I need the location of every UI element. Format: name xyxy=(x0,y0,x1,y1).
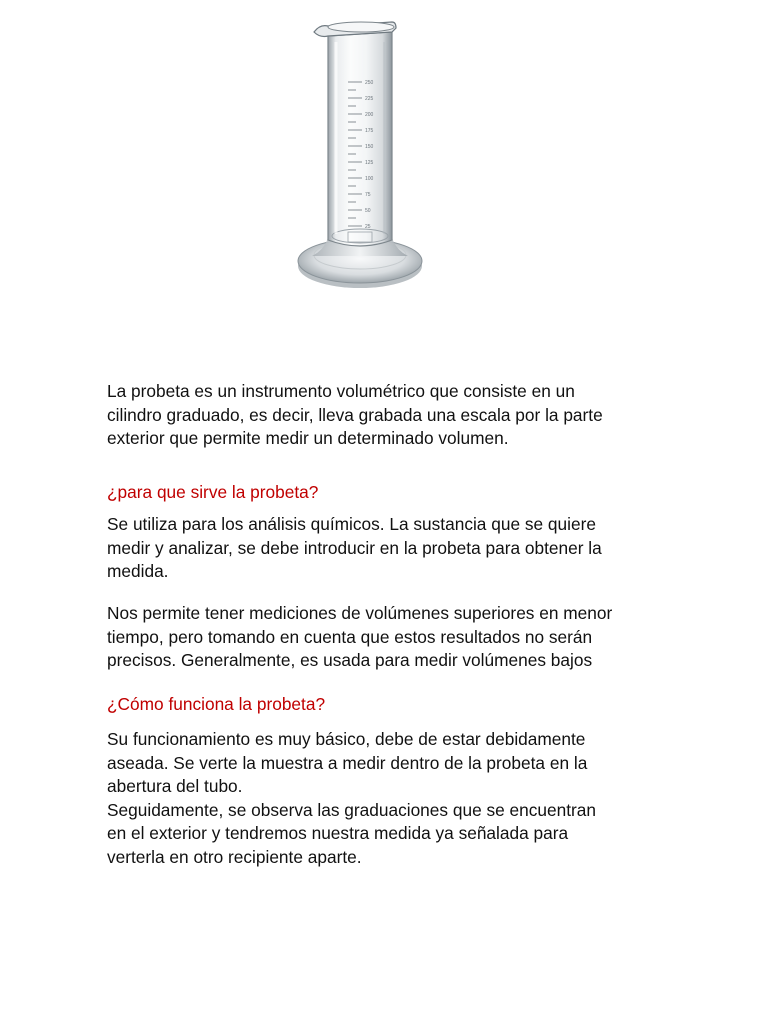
scale-label: 125 xyxy=(365,160,374,166)
scale-label: 225 xyxy=(365,96,374,102)
function-paragraph: Su funcionamiento es muy básico, debe de estar debidamente aseada. Se verte la muestra a medir dentro de la probeta en la abertura del tubo. Seguidamente, se observa las graduaciones que se encuentran en el exterior y tendremos nuestra medida ya señalada para verterla en otro recipiente aparte. xyxy=(107,729,597,867)
scale-label: 50 xyxy=(365,208,371,214)
uses-paragraph-1: Se utiliza para los análisis químicos. La sustancia que se quiere medir y analizar, se debe introducir en la probeta para obtener la medida. xyxy=(107,514,602,581)
scale-label: 175 xyxy=(365,128,374,134)
scale-label: 250 xyxy=(365,80,374,86)
scale-label: 75 xyxy=(365,192,371,198)
scale-label: 25 xyxy=(365,224,371,230)
purpose-heading: ¿para que sirve la probeta? xyxy=(107,482,319,502)
intro-paragraph: La probeta es un instrumento volumétrico que consiste en un cilindro graduado, es decir, lleva grabada una escala por la parte exterior que permite medir un determinado volumen. xyxy=(107,381,603,448)
function-heading: ¿Cómo funciona la probeta? xyxy=(107,694,326,714)
scale-label: 100 xyxy=(365,176,374,182)
graduated-cylinder-image xyxy=(284,8,436,300)
scale-label: 200 xyxy=(365,112,374,118)
uses-paragraph-2: Nos permite tener mediciones de volúmenes superiores en menor tiempo, pero tomando en cuenta que estos resultados no serán precisos. Generalmente, es usada para medir volúmenes bajos xyxy=(107,603,613,670)
scale-label: 150 xyxy=(365,144,374,150)
